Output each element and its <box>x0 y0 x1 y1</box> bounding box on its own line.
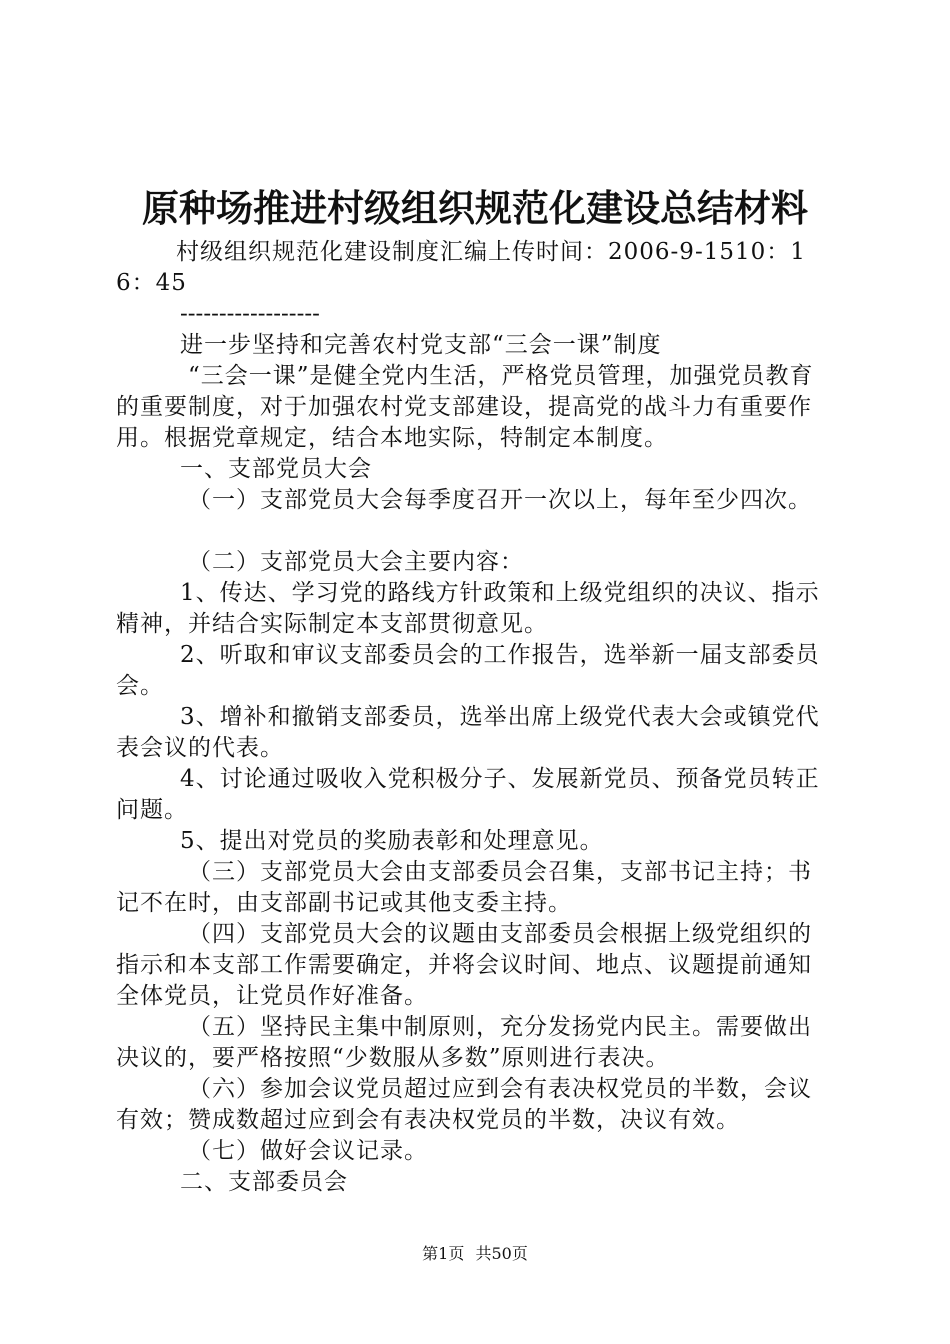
clause-5: （五）坚持民主集中制原则，充分发扬党内民主。需要做出决议的，要严格按照“少数服从多数”原则进行表决。 <box>116 1014 812 1071</box>
clause-4: （四）支部党员大会的议题由支部委员会根据上级党组织的指示和本支部工作需要确定，并将会议时间、地点、议题提前通知全体党员，让党员作好准备。 <box>116 921 812 1009</box>
list-item-3: 3、增补和撤销支部委员，选举出席上级党代表大会或镇党代表会议的代表。 <box>116 704 820 761</box>
clause-2: （二）支部党员大会主要内容： <box>188 549 524 575</box>
list-item-2: 2、听取和审议支部委员会的工作报告，选举新一届支部委员会。 <box>116 642 820 699</box>
page-number: 第1页 <box>422 1244 465 1263</box>
list-item-4: 4、讨论通过吸收入党积极分子、发展新党员、预备党员转正问题。 <box>116 766 820 823</box>
upload-meta-line: 村级组织规范化建设制度汇编上传时间：2006-9-1510：16：45 <box>116 239 806 296</box>
list-item-1: 1、传达、学习党的路线方针政策和上级党组织的决议、指示精神，并结合实际制定本支部贯彻意见。 <box>116 580 820 637</box>
page-total: 共50页 <box>475 1244 528 1263</box>
list-item-5: 5、提出对党员的奖励表彰和处理意见。 <box>180 828 604 854</box>
clause-3: （三）支部党员大会由支部委员会召集，支部书记主持；书记不在时，由支部副书记或其他支委主持。 <box>116 859 812 916</box>
clause-1: （一）支部党员大会每季度召开一次以上，每年至少四次。 <box>188 487 812 513</box>
blank-line <box>116 516 832 547</box>
section-heading: 进一步坚持和完善农村党支部“三会一课”制度 <box>180 332 662 358</box>
page-footer <box>0 1243 950 1265</box>
section-heading-party-meeting: 一、支部党员大会 <box>180 456 372 482</box>
clause-6: （六）参加会议党员超过应到会有表决权党员的半数，会议有效；赞成数超过应到会有表决权党员的半数，决议有效。 <box>116 1076 812 1133</box>
intro-paragraph: “三会一课”是健全党内生活，严格党员管理，加强党员教育的重要制度，对于加强农村党支部建设，提高党的战斗力有重要作用。根据党章规定，结合本地实际，特制定本制度。 <box>116 363 814 451</box>
separator-line: ------------------ <box>180 301 320 327</box>
document-body <box>116 237 832 1198</box>
section-heading-committee: 二、支部委员会 <box>180 1169 348 1195</box>
clause-7: （七）做好会议记录。 <box>188 1138 428 1164</box>
document-title: 原种场推进村级组织规范化建设总结材料 <box>142 187 808 230</box>
